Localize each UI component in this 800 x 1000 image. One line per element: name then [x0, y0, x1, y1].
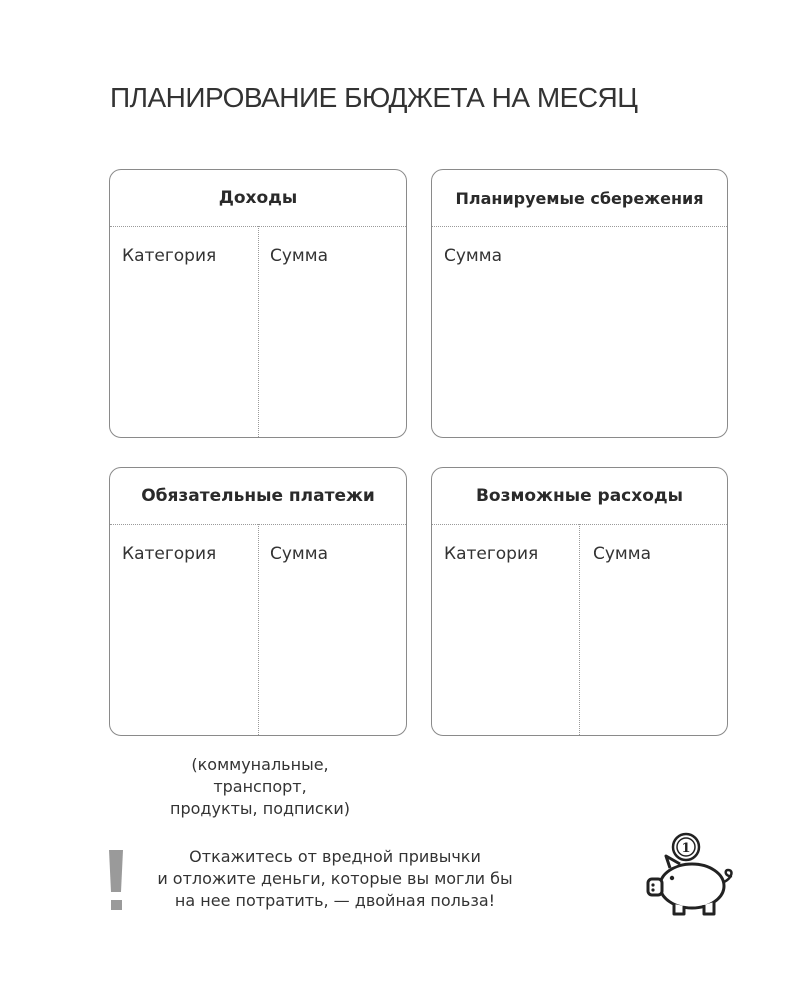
note-line-1: (коммунальные, — [191, 755, 329, 774]
possible-column-divider — [579, 524, 580, 735]
tip-text — [150, 846, 520, 912]
income-card — [109, 169, 407, 438]
possible-expenses-title: Возможные расходы — [432, 468, 727, 525]
mandatory-payments-title: Обязательные платежи — [110, 468, 406, 525]
income-category-label: Категория — [122, 246, 217, 266]
income-amount-label: Сумма — [270, 246, 328, 266]
mandatory-payments-note — [130, 754, 390, 820]
mandatory-category-label: Категория — [122, 544, 217, 564]
tip-line-2: и отложите деньги, которые вы могли бы — [157, 869, 513, 888]
page-title: ПЛАНИРОВАНИЕ БЮДЖЕТА НА МЕСЯЦ — [110, 82, 638, 113]
possible-category-label: Категория — [444, 544, 539, 564]
possible-amount-label: Сумма — [593, 544, 651, 564]
savings-amount-label: Сумма — [444, 246, 502, 266]
coin-label: 1 — [681, 841, 691, 856]
tip-line-1: Откажитесь от вредной привычки — [189, 847, 481, 866]
income-card-title: Доходы — [110, 170, 406, 227]
mandatory-amount-label: Сумма — [270, 544, 328, 564]
mandatory-column-divider — [258, 524, 259, 735]
note-line-3: продукты, подписки) — [170, 799, 350, 818]
mandatory-payments-card — [109, 467, 407, 736]
exclamation-icon — [106, 848, 126, 916]
tip-line-3: на нее потратить, — двойная польза! — [174, 891, 496, 910]
income-column-divider — [258, 226, 259, 437]
savings-card-title: Планируемые сбережения — [432, 170, 727, 227]
piggy-bank-icon — [640, 830, 740, 924]
note-line-2: транспорт, — [213, 777, 307, 796]
possible-expenses-card — [431, 467, 728, 736]
savings-card — [431, 169, 728, 438]
